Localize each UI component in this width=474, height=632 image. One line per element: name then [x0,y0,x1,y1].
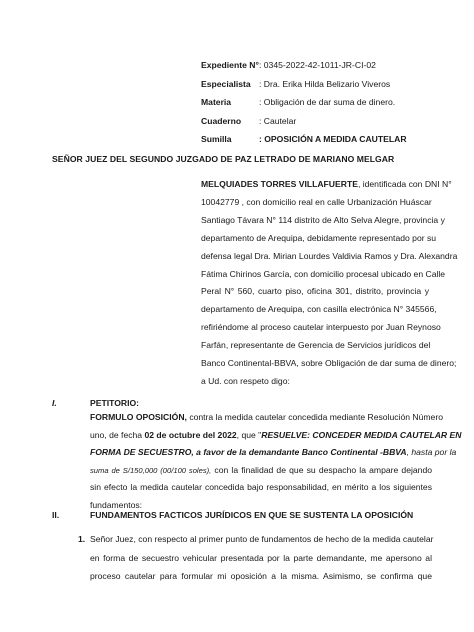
petitorio-line: sin efecto la medida cautelar concedida bajo responsabilidad, en mérito a los siguientes [90,482,432,493]
intro-line: Banco Continental-BBVA, sobre Obligación de dar suma de dinero; [201,358,457,369]
header-label: Expediente N° [201,60,259,71]
intro-paragraph [201,176,458,391]
formulo-oposicion: FORMULO OPOSICIÓN, [90,412,187,422]
item-line: Señor Juez, con respecto al primer punto de fundamentos de hecho de la medida cautelar [90,534,434,544]
intro-line [201,176,452,194]
header-value: : Cautelar [259,115,297,126]
item-line: proceso cautelar para formular mi oposición a la misma. Asimismo, se confirma que [90,571,432,582]
header-row-sumilla [201,130,461,149]
resolution-date: 02 de octubre del 2022 [144,429,237,440]
header-label: Sumilla [201,134,232,145]
intro-line: Santiago Távara N° 114 distrito de Alto Selva Alegre, provincia y [201,214,445,225]
court-heading: SEÑOR JUEZ DEL SEGUNDO JUZGADO DE PAZ LETRADO DE MARIANO MELGAR [52,154,395,164]
case-header [201,56,461,149]
header-label: Materia [201,97,232,108]
intro-line: 10042779 , con domicilio real en calle Urbanización Huáscar [201,196,432,207]
petitorio-line [90,444,457,462]
section-number: I. [52,398,57,408]
petitorio-line [90,409,443,427]
section-title: PETITORIO: [90,398,140,408]
petitorio-text: uno, de fecha [90,429,143,440]
intro-line: departamento de Arequipa, debidamente representado por su [201,232,437,243]
header-row-expediente [201,56,461,75]
header-value: : Dra. Erika Hilda Belizario Viveros [259,78,391,89]
petitorio-text: , que " [236,429,262,440]
petitorio-line [90,462,432,480]
header-row-cuaderno [201,112,461,131]
petitorio-text: contra la medida cautelar concedida mediante Resolución Número [189,412,443,422]
item-line: en forma de secuestro vehicular presentada por la parte demandante, me apersono al [90,552,432,563]
petitorio-text: , hasta por la [406,447,457,458]
intro-line: Peral N° 560, cuarto piso, oficina 301, distrito, provincia y [201,286,429,297]
petitorio-text: con la finalidad de que su despacho la ampare dejando [214,464,433,475]
header-label: Especialista [201,78,251,89]
header-value: : OPOSICIÓN A MEDIDA CAUTELAR [259,134,407,145]
petitorio-paragraph [90,409,462,515]
intro-line: refiriéndome al proceso cautelar interpuesto por Juan Reynoso [201,322,441,333]
header-value: : 0345-2022-42-1011-JR-CI-02 [259,60,376,71]
resolution-quote: FORMA DE SECUESTRO, a favor de la demandante Banco Continental -BBVA [90,447,407,458]
header-row-especialista [201,75,461,94]
header-value: : Obligación de dar suma de dinero. [259,97,396,108]
intro-line: Farfán, representante de Gerencia de Servicios jurídicos del [201,340,431,351]
plaintiff-name: MELQUIADES TORRES VILLAFUERTE [201,179,358,189]
intro-line: defensa legal Dra. Mirian Lourdes Valdivia Ramos y Dra. Alexandra [201,250,458,261]
intro-line: Fátima Chirinos García, con domicilio procesal ubicado en Calle [201,268,446,279]
resolution-quote: RESUELVE: CONCEDER MEDIDA CAUTELAR EN [261,429,462,440]
section-number: II. [52,510,60,520]
petitorio-line: fundamentos: [90,499,143,510]
intro-line: departamento de Arequipa, con casilla electrónica N° 345566, [201,304,437,315]
header-label: Cuaderno [201,115,242,126]
item-text [90,530,432,586]
header-row-materia [201,93,461,112]
intro-text: , identificada con DNI N° [357,179,452,189]
item-number: 1. [78,534,86,544]
section-title: FUNDAMENTOS FACTICOS JURÍDICOS EN QUE SE SUSTENTA LA OPOSICIÓN [90,510,414,520]
petitorio-line [90,427,462,445]
amount-text: suma de S/150,000 (00/100 soles), [90,465,212,475]
intro-line: a Ud. con respeto digo: [201,375,290,386]
